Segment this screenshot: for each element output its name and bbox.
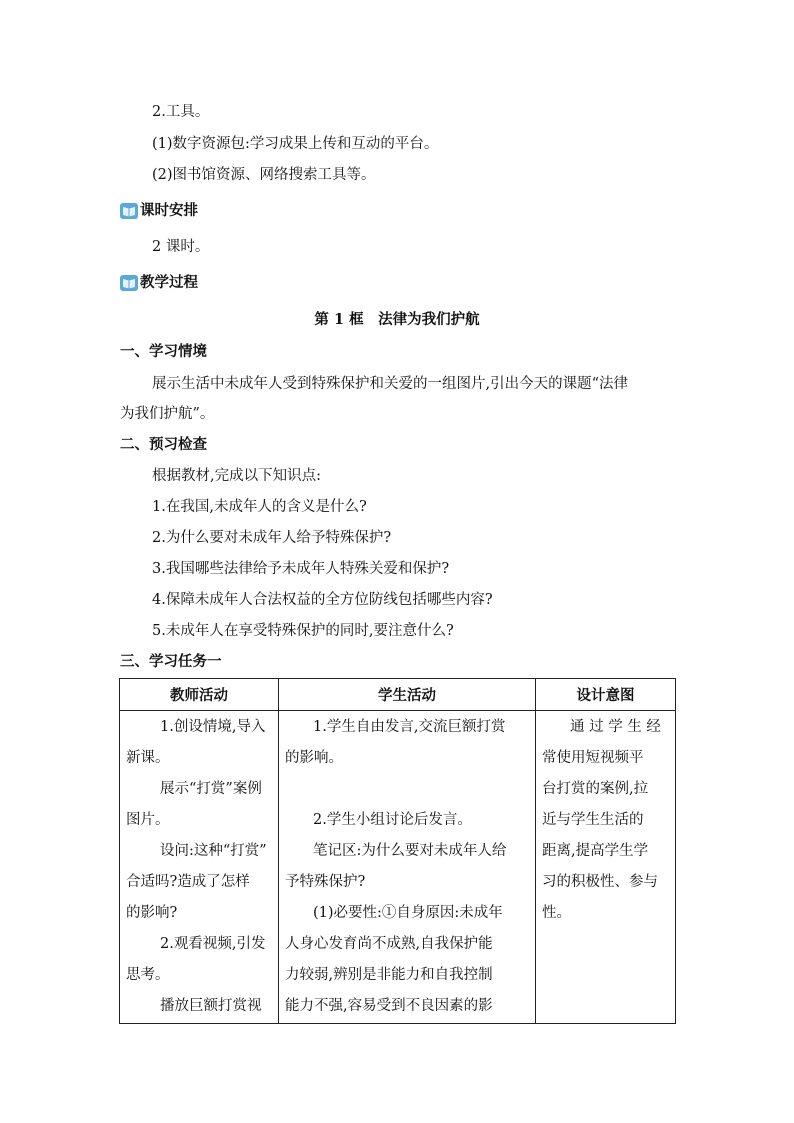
part-heading: 二、预习检查 [120, 436, 207, 453]
cell-line: 思考。 [126, 967, 170, 983]
cell-line: 展示“打赏”案例 [160, 781, 262, 797]
cell-line: 人身心发育尚不成熟,自我保护能 [285, 936, 493, 952]
cell-line: 性。 [542, 905, 571, 921]
cell-line: (1)必要性:①自身原因:未成年 [313, 905, 503, 921]
task-table [119, 678, 676, 1024]
question-item: 4.保障未成年人合法权益的全方位防线包括哪些内容? [152, 592, 493, 608]
question-item: 5.未成年人在享受特殊保护的同时,要注意什么? [152, 623, 454, 639]
cell-line: 1.创设情境,导入 [160, 719, 266, 735]
cell-line: 笔记区:为什么要对未成年人给 [313, 843, 507, 859]
cell-line: 台打赏的案例,拉 [542, 781, 649, 797]
section-heading-schedule [120, 201, 198, 221]
cell-line: 图片。 [126, 812, 170, 828]
cell-line: 的影响。 [285, 750, 343, 766]
cell-line: 新课。 [126, 750, 170, 766]
text-line: 根据教材,完成以下知识点: [152, 468, 321, 484]
lesson-title: 第 1 框 法律为我们护航 [314, 311, 480, 328]
col-header-intent: 设计意图 [536, 679, 676, 711]
text-line: 为我们护航”。 [120, 406, 215, 422]
cell-line: 播放巨额打赏视 [160, 998, 262, 1014]
section-title: 教学过程 [140, 274, 198, 291]
cell-line: 能力不强,容易受到不良因素的影 [285, 998, 493, 1014]
part-heading: 一、学习情境 [120, 343, 207, 360]
cell-line: 的影响? [126, 905, 178, 921]
cell-line: 力较弱,辨别是非能力和自我控制 [285, 967, 493, 983]
cell-line: 通 过 学 生 经 [570, 719, 661, 735]
cell-line: 设问:这种“打赏” [160, 843, 267, 859]
cell-line: 近与学生生活的 [542, 812, 644, 828]
text-line: (1)数字资源包:学习成果上传和互动的平台。 [152, 136, 439, 152]
text-line: 2.工具。 [152, 104, 210, 120]
section-title: 课时安排 [140, 202, 198, 219]
question-item: 1.在我国,未成年人的含义是什么? [152, 499, 367, 515]
cell-line: 予特殊保护? [285, 874, 366, 890]
book-icon [120, 203, 138, 219]
table-row [120, 711, 676, 1024]
text-line: 展示生活中未成年人受到特殊保护和关爱的一组图片,引出今天的课题“法律 [152, 376, 629, 392]
cell-line: 习的积极性、参与 [542, 874, 658, 890]
question-item: 2.为什么要对未成年人给予特殊保护? [152, 530, 392, 546]
student-cell [279, 711, 536, 1024]
col-header-student: 学生活动 [279, 679, 536, 711]
cell-line: 合适吗?造成了怎样 [126, 874, 250, 890]
teacher-cell [120, 711, 279, 1024]
col-header-teacher: 教师活动 [120, 679, 279, 711]
cell-line: 2.学生小组讨论后发言。 [313, 812, 472, 828]
text-line: 2 课时。 [152, 239, 210, 255]
cell-line: 常使用短视频平 [542, 750, 644, 766]
book-icon [120, 275, 138, 291]
part-heading: 三、学习任务一 [120, 653, 222, 670]
section-heading-process [120, 273, 198, 293]
question-item: 3.我国哪些法律给予未成年人特殊关爱和保护? [152, 561, 450, 577]
cell-line: 1.学生自由发言,交流巨额打赏 [313, 719, 506, 735]
intent-cell [536, 711, 676, 1024]
table-header-row [120, 679, 676, 711]
cell-line: 2.观看视频,引发 [160, 936, 266, 952]
cell-line: 距离,提高学生学 [542, 843, 649, 859]
text-line: (2)图书馆资源、网络搜索工具等。 [152, 167, 376, 183]
